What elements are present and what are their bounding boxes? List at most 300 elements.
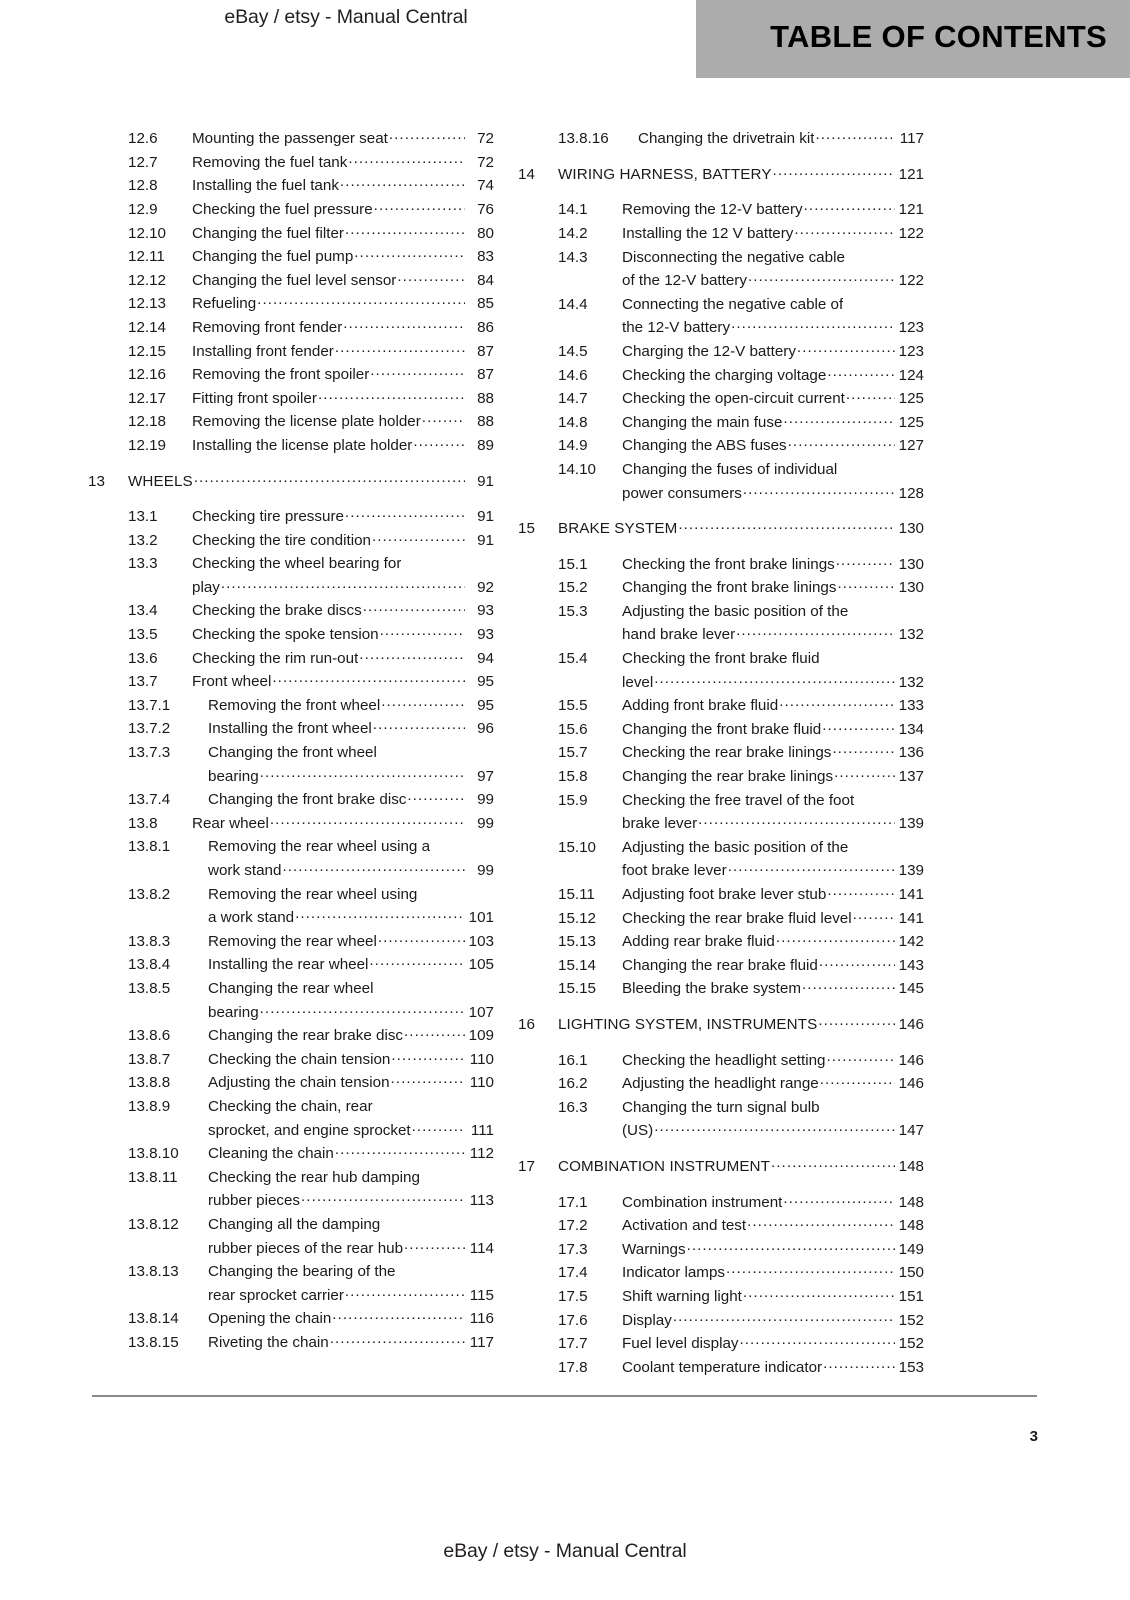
toc-entry-number: 12.19 [128,436,167,454]
toc-entry-number: 13.8.14 [128,1310,179,1328]
toc-entry[interactable] [518,1097,924,1144]
toc-entry-line [518,1262,924,1286]
toc-entry[interactable] [88,1214,494,1261]
toc-entry-line [88,435,494,459]
toc-leader-dots [345,222,465,237]
toc-entry-title: power consumers [622,484,742,502]
toc-entry-number: 13.8.1 [128,838,171,856]
toc-leader-dots [783,412,895,427]
toc-entry-title: rubber pieces of the rear hub [208,1239,404,1257]
toc-entry-page: 122 [898,272,924,290]
toc-entry-page: 87 [477,342,494,360]
toc-leader-dots [821,648,895,663]
toc-entry-number: 13.8.11 [128,1168,178,1186]
toc-leader-dots [743,482,895,497]
toc-leader-dots [853,907,895,922]
toc-leader-dots [301,1190,465,1205]
toc-entry-number: 13.8.10 [128,1145,179,1163]
toc-entry[interactable] [518,884,924,908]
toc-entry[interactable] [518,601,924,648]
toc-entry[interactable] [518,931,924,955]
toc-entry[interactable] [88,624,494,648]
toc-entry-number: 13.8.8 [128,1074,171,1092]
toc-entry[interactable] [518,577,924,601]
toc-entry-page: 136 [898,744,924,762]
toc-entry[interactable] [88,553,494,600]
toc-entry-number: 12.11 [128,248,165,266]
toc-entry-page: 121 [898,201,924,219]
toc-entry-title: Fitting front spoiler [192,389,317,407]
toc-entry[interactable] [88,1308,494,1332]
toc-entry[interactable] [88,1261,494,1308]
toc-entry-line [88,1214,494,1238]
toc-entry-number: 13.1 [128,508,158,526]
toc-entry-number: 17.4 [558,1264,588,1282]
toc-entry[interactable] [88,340,494,364]
toc-entry-number: 13.7.2 [128,720,171,738]
toc-entry-title: Changing the bearing of the [208,1263,396,1281]
toc-entry[interactable] [88,1072,494,1096]
toc-entry-title: a work stand [208,909,295,927]
toc-entry[interactable] [518,766,924,790]
toc-entry[interactable] [518,364,924,388]
toc-entry-number: 13.7.1 [128,696,171,714]
toc-entry[interactable] [88,506,494,530]
toc-entry-title: foot brake lever [622,862,727,880]
toc-leader-dots [372,530,465,545]
toc-entry-line [88,270,494,294]
toc-entry-number: 15 [518,520,535,538]
toc-entry-number: 13.8.7 [128,1050,171,1068]
toc-entry-title: Connecting the negative cable of [622,295,844,313]
toc-entry-title: brake lever [622,815,698,833]
toc-entry-page: 85 [477,295,494,313]
toc-entry[interactable] [518,1333,924,1357]
toc-entry[interactable] [518,223,924,247]
toc-entry[interactable] [88,954,494,978]
toc-entry-line [518,294,924,318]
toc-entry[interactable] [88,199,494,223]
toc-leader-dots [374,978,465,993]
toc-entry-number: 12.18 [128,413,167,431]
toc-entry[interactable] [518,719,924,743]
toc-entry-line [518,1156,924,1180]
toc-entry-line [88,222,494,246]
toc-entry-page: 99 [477,814,494,832]
toc-entry-title: Changing the fuel pump [192,248,354,266]
toc-entry-number: 14.1 [558,201,588,219]
toc-entry-title: Riveting the chain [208,1333,329,1351]
toc-entry[interactable] [518,695,924,719]
toc-entry-number: 13.7 [128,673,158,691]
toc-entry-number: 15.11 [558,886,595,903]
toc-entry-number: 13.8.15 [128,1333,179,1351]
toc-entry-number: 15.13 [558,933,597,951]
toc-entry-line [88,152,494,176]
toc-entry[interactable] [518,742,924,766]
toc-entry-number: 13.8.3 [128,932,171,950]
toc-entry-title: Checking the wheel bearing for [192,555,402,573]
toc-entry-page: 93 [477,626,494,644]
toc-entry[interactable] [518,1215,924,1239]
toc-entry[interactable] [88,1049,494,1073]
toc-entry-page: 94 [477,649,494,667]
toc-leader-dots [257,293,465,308]
toc-entry-number: 15.5 [558,697,588,715]
toc-leader-dots [404,1025,465,1040]
toc-entry[interactable] [88,470,494,494]
toc-entry-title: Removing the rear wheel using [208,885,418,903]
toc-entry-title: Removing front fender [192,318,343,336]
toc-entry[interactable] [88,1096,494,1143]
toc-entry-line [88,388,494,412]
toc-leader-dots [827,884,895,899]
toc-leader-dots [773,164,895,179]
toc-entry[interactable] [518,164,924,188]
toc-entry-page: 95 [477,673,494,691]
toc-entry[interactable] [518,128,924,152]
toc-entry-line [518,955,924,979]
toc-entry-number: 14.2 [558,224,588,242]
toc-entry-title: Installing the fuel tank [192,177,339,195]
toc-entry[interactable] [518,1191,924,1215]
toc-entry[interactable] [88,813,494,837]
toc-leader-dots [736,624,895,639]
toc-entry[interactable] [518,554,924,578]
toc-entry[interactable] [88,530,494,554]
toc-entry-page: 80 [477,224,494,242]
page-number: 3 [1029,1428,1038,1445]
toc-entry-line [518,1286,924,1310]
toc-entry-number: 13.8 [128,814,158,832]
toc-entry-title: BRAKE SYSTEM [558,520,678,538]
toc-entry-number: 15.1 [558,555,588,573]
toc-entry-line [88,1143,494,1167]
toc-entry-line [88,931,494,955]
toc-entry-line [518,246,924,270]
toc-entry[interactable] [518,648,924,695]
toc-leader-dots [832,742,895,757]
toc-entry-number: 13.5 [128,626,158,644]
toc-leader-dots [849,601,895,616]
toc-entry-number: 14.7 [558,390,588,408]
toc-leader-dots [359,647,465,662]
toc-leader-dots [836,554,895,569]
toc-entry-line [88,789,494,813]
toc-leader-dots [295,907,465,922]
toc-entry-number: 13.8.5 [128,979,171,997]
toc-leader-dots [422,411,465,426]
toc-entry-title: Changing the front wheel [208,744,377,762]
toc-entry[interactable] [88,152,494,176]
toc-entry[interactable] [88,175,494,199]
toc-leader-dots [404,1237,465,1252]
toc-entry[interactable] [88,411,494,435]
toc-entry-page: 91 [477,508,494,526]
toc-entry-page: 88 [477,389,494,407]
toc-entry-page: 113 [469,1192,494,1210]
toc-entry-line [518,601,924,625]
toc-entry[interactable] [518,1156,924,1180]
toc-entry-title: Activation and test [622,1217,747,1235]
toc-entry-page: 114 [469,1239,494,1257]
toc-entry-page: 147 [898,1122,924,1140]
toc-entry-page: 139 [898,815,924,833]
toc-entry-line [88,1072,494,1096]
toc-entry-title: Changing the front brake linings [622,579,837,597]
toc-entry-title: Removing the fuel tank [192,153,348,171]
toc-entry-title: Shift warning light [622,1287,742,1305]
toc-entry-number: 12.15 [128,342,167,360]
toc-entry-number: 14.3 [558,248,588,266]
toc-entry-title: Display [622,1311,672,1329]
toc-entry-title: Fuel level display [622,1335,739,1353]
toc-entry[interactable] [518,837,924,884]
toc-entry[interactable] [88,1025,494,1049]
toc-entry[interactable] [518,955,924,979]
toc-entry-number: 12.6 [128,130,158,148]
toc-entry-line [88,470,494,494]
toc-entry-line [88,600,494,624]
toc-entry-page: 130 [898,579,924,597]
toc-leader-dots [345,1285,465,1300]
toc-entry-title: LIGHTING SYSTEM, INSTRUMENTS [558,1015,818,1033]
toc-entry-title: WHEELS [128,472,193,490]
toc-entry-title: hand brake lever [622,626,736,644]
toc-leader-dots [838,459,895,474]
toc-entry-line [518,341,924,365]
toc-entry-title: COMBINATION INSTRUMENT [558,1157,771,1175]
toc-leader-dots [819,955,895,970]
toc-leader-dots [373,718,465,733]
toc-entry-page: 109 [468,1027,494,1045]
toc-entry-line [518,742,924,766]
toc-leader-dots [740,1333,896,1348]
toc-entry[interactable] [518,1014,924,1038]
toc-entry-line [88,530,494,554]
toc-entry-title: Changing the drivetrain kit [638,130,815,148]
toc-entry[interactable] [518,1073,924,1097]
toc-entry[interactable] [88,1332,494,1356]
toc-entry-line [518,648,924,672]
toc-entry-page: 150 [898,1264,924,1282]
toc-entry-line-continued [88,860,494,884]
toc-entry[interactable] [518,1049,924,1073]
toc-leader-dots [728,860,895,875]
toc-leader-dots [260,1001,465,1016]
toc-leader-dots [698,813,895,828]
toc-leader-dots [837,577,895,592]
toc-entry-title: Disconnecting the negative cable [622,248,845,266]
toc-entry[interactable] [518,978,924,1002]
toc-entry[interactable] [88,671,494,695]
toc-entry[interactable] [518,459,924,506]
toc-leader-dots [855,789,895,804]
toc-leader-dots [332,1308,465,1323]
toc-entry-title: Checking the front brake linings [622,555,835,573]
toc-entry[interactable] [88,695,494,719]
toc-entry-line [88,1025,494,1049]
toc-entry-title: Checking the rim run-out [192,649,359,667]
toc-entry-line [88,1308,494,1332]
toc-entry-title: Changing all the damping [208,1215,381,1233]
toc-entry-line [518,364,924,388]
toc-leader-dots [776,931,895,946]
toc-entry-title: Adjusting the headlight range [622,1075,819,1093]
toc-entry[interactable] [518,789,924,836]
toc-entry-page: 117 [899,130,924,148]
toc-entry-title: Changing the ABS fuses [622,437,787,455]
toc-entry[interactable] [88,836,494,883]
toc-entry[interactable] [88,270,494,294]
toc-entry[interactable] [518,199,924,223]
toc-leader-dots [678,518,895,533]
toc-entry-page: 92 [477,578,494,596]
toc-entry[interactable] [518,1239,924,1263]
toc-entry-page: 132 [898,673,924,691]
toc-entry[interactable] [88,1143,494,1167]
toc-leader-dots [820,1073,895,1088]
toc-entry-page: 123 [898,342,924,360]
toc-leader-dots [260,765,465,780]
toc-entry-line [518,412,924,436]
toc-entry[interactable] [88,246,494,270]
toc-entry-page: 125 [898,413,924,431]
toc-entry-page: 91 [477,531,494,549]
toc-entry-title: Changing the rear brake disc [208,1027,404,1045]
toc-entry-page: 95 [477,696,494,714]
toc-leader-dots [402,553,465,568]
toc-entry-number: 12.12 [128,271,167,289]
toc-entry-page: 99 [477,791,494,809]
toc-entry-page: 137 [898,768,924,786]
toc-entry[interactable] [88,317,494,341]
toc-entry-number: 15.12 [558,909,597,927]
toc-entry[interactable] [518,341,924,365]
toc-entry[interactable] [518,518,924,542]
toc-entry-page: 110 [469,1074,494,1092]
toc-entry[interactable] [88,293,494,317]
toc-leader-dots [354,246,465,261]
toc-entry[interactable] [518,1262,924,1286]
header-watermark: eBay / etsy - Manual Central [224,6,468,28]
toc-entry-title: Checking the rear brake linings [622,744,832,762]
toc-leader-dots [771,1156,895,1171]
toc-entry[interactable] [88,742,494,789]
toc-entry-title: Adjusting the basic position of the [622,838,849,856]
toc-entry-number: 17 [518,1157,535,1175]
toc-entry-number: 17.7 [558,1335,588,1353]
toc-entry[interactable] [518,1309,924,1333]
toc-entry[interactable] [88,1167,494,1214]
toc-entry-line [518,1309,924,1333]
toc-entry[interactable] [88,718,494,742]
toc-entry-page: 110 [469,1050,494,1068]
toc-entry[interactable] [518,907,924,931]
toc-entry-number: 15.15 [558,980,597,998]
toc-entry-page: 112 [469,1145,494,1163]
toc-leader-dots [747,1215,895,1230]
page-title: TABLE OF CONTENTS [770,19,1107,54]
toc-entry-line-continued [518,317,924,341]
toc-entry[interactable] [88,388,494,412]
toc-entry-number: 15.9 [558,791,588,809]
toc-entry-title: WIRING HARNESS, BATTERY [558,165,772,183]
toc-entry-title: Checking tire pressure [192,508,344,526]
toc-leader-dots [345,506,465,521]
toc-entry-title: Charging the 12-V battery [622,342,796,360]
toc-entry-title: Installing the front wheel [208,720,372,738]
toc-leader-dots [846,388,895,403]
toc-entry-number: 12.14 [128,318,167,336]
toc-entry-title: Checking the brake discs [192,602,362,620]
toc-entry[interactable] [88,128,494,152]
toc-entry[interactable] [88,600,494,624]
toc-entry-line [518,388,924,412]
toc-entry-line [518,554,924,578]
toc-entry-line [518,1239,924,1263]
toc-entry[interactable] [88,978,494,1025]
toc-entry[interactable] [518,412,924,436]
toc-entry-title: Checking the spoke tension [192,626,379,644]
toc-entry-title: the 12-V battery [622,319,731,337]
toc-entry[interactable] [88,435,494,459]
toc-entry-line [518,128,924,152]
toc-entry[interactable] [88,364,494,388]
toc-leader-dots [826,1049,895,1064]
toc-entry-number: 12.16 [128,366,167,384]
toc-leader-dots [779,695,895,710]
toc-entry[interactable] [88,931,494,955]
toc-entry-title: play [192,578,220,596]
toc-entry-number: 12.13 [128,295,167,313]
toc-entry-page: 152 [898,1311,924,1329]
toc-entry-line [518,435,924,459]
toc-entry-title: level [622,673,654,691]
toc-entry[interactable] [88,647,494,671]
toc-entry-number: 12.7 [128,153,158,171]
toc-entry-page: 116 [469,1310,494,1328]
toc-entry-line [88,1332,494,1356]
toc-entry-number: 13.4 [128,602,158,620]
toc-entry-title: Coolant temperature indicator [622,1358,823,1376]
toc-entry[interactable] [518,435,924,459]
toc-entry[interactable] [518,246,924,293]
toc-entry[interactable] [518,1357,924,1381]
toc-entry-page: 91 [477,472,494,490]
toc-entry-number: 14.5 [558,342,588,360]
toc-entry[interactable] [518,388,924,412]
toc-entry-page: 88 [477,413,494,431]
toc-leader-dots [726,1262,895,1277]
toc-entry-line [518,1191,924,1215]
toc-entry-number: 17.8 [558,1358,588,1376]
toc-entry[interactable] [518,1286,924,1310]
toc-leader-dots [783,1191,895,1206]
toc-entry[interactable] [88,883,494,930]
toc-entry[interactable] [88,222,494,246]
toc-entry-number: 13.8.6 [128,1027,171,1045]
toc-entry-number: 17.1 [558,1193,588,1211]
toc-entry-number: 17.6 [558,1311,588,1329]
toc-entry[interactable] [518,294,924,341]
toc-entry-line [88,671,494,695]
toc-entry-line [88,411,494,435]
toc-entry[interactable] [88,789,494,813]
toc-entry-number: 13.8.2 [128,885,171,903]
toc-leader-dots [389,128,465,143]
toc-entry-number: 16.3 [558,1098,588,1116]
